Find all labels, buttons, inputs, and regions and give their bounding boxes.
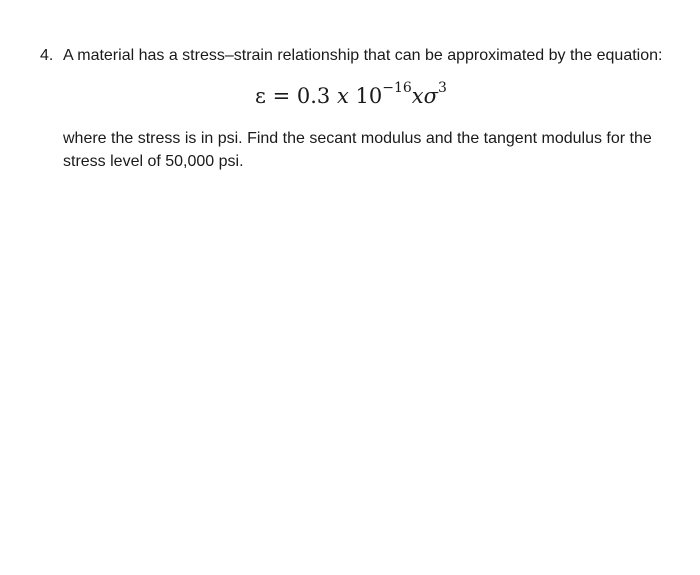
problem-body: where the stress is in psi. Find the secant modulus and the tangent modulus for the stress level of 50,000 psi. xyxy=(63,130,652,170)
problem-intro xyxy=(40,44,680,67)
equation-equals: = xyxy=(272,84,291,108)
equation-variable: σ xyxy=(423,84,438,108)
stress-strain-equation xyxy=(255,82,680,110)
equation-exponent-2: 3 xyxy=(437,80,447,96)
equation-base: 10 xyxy=(355,84,383,108)
equation-times-1: x xyxy=(336,84,349,108)
equation-coefficient: 0.3 xyxy=(296,84,331,108)
problem-4 xyxy=(40,44,680,173)
problem-number: 4. xyxy=(40,47,54,64)
equation-times-2: x xyxy=(411,84,424,108)
equation-lhs: ε xyxy=(255,84,266,108)
equation-exponent-1: −16 xyxy=(382,80,412,96)
problem-intro-text: A material has a stress–strain relationship that can be approximated by the equation: xyxy=(63,47,663,64)
